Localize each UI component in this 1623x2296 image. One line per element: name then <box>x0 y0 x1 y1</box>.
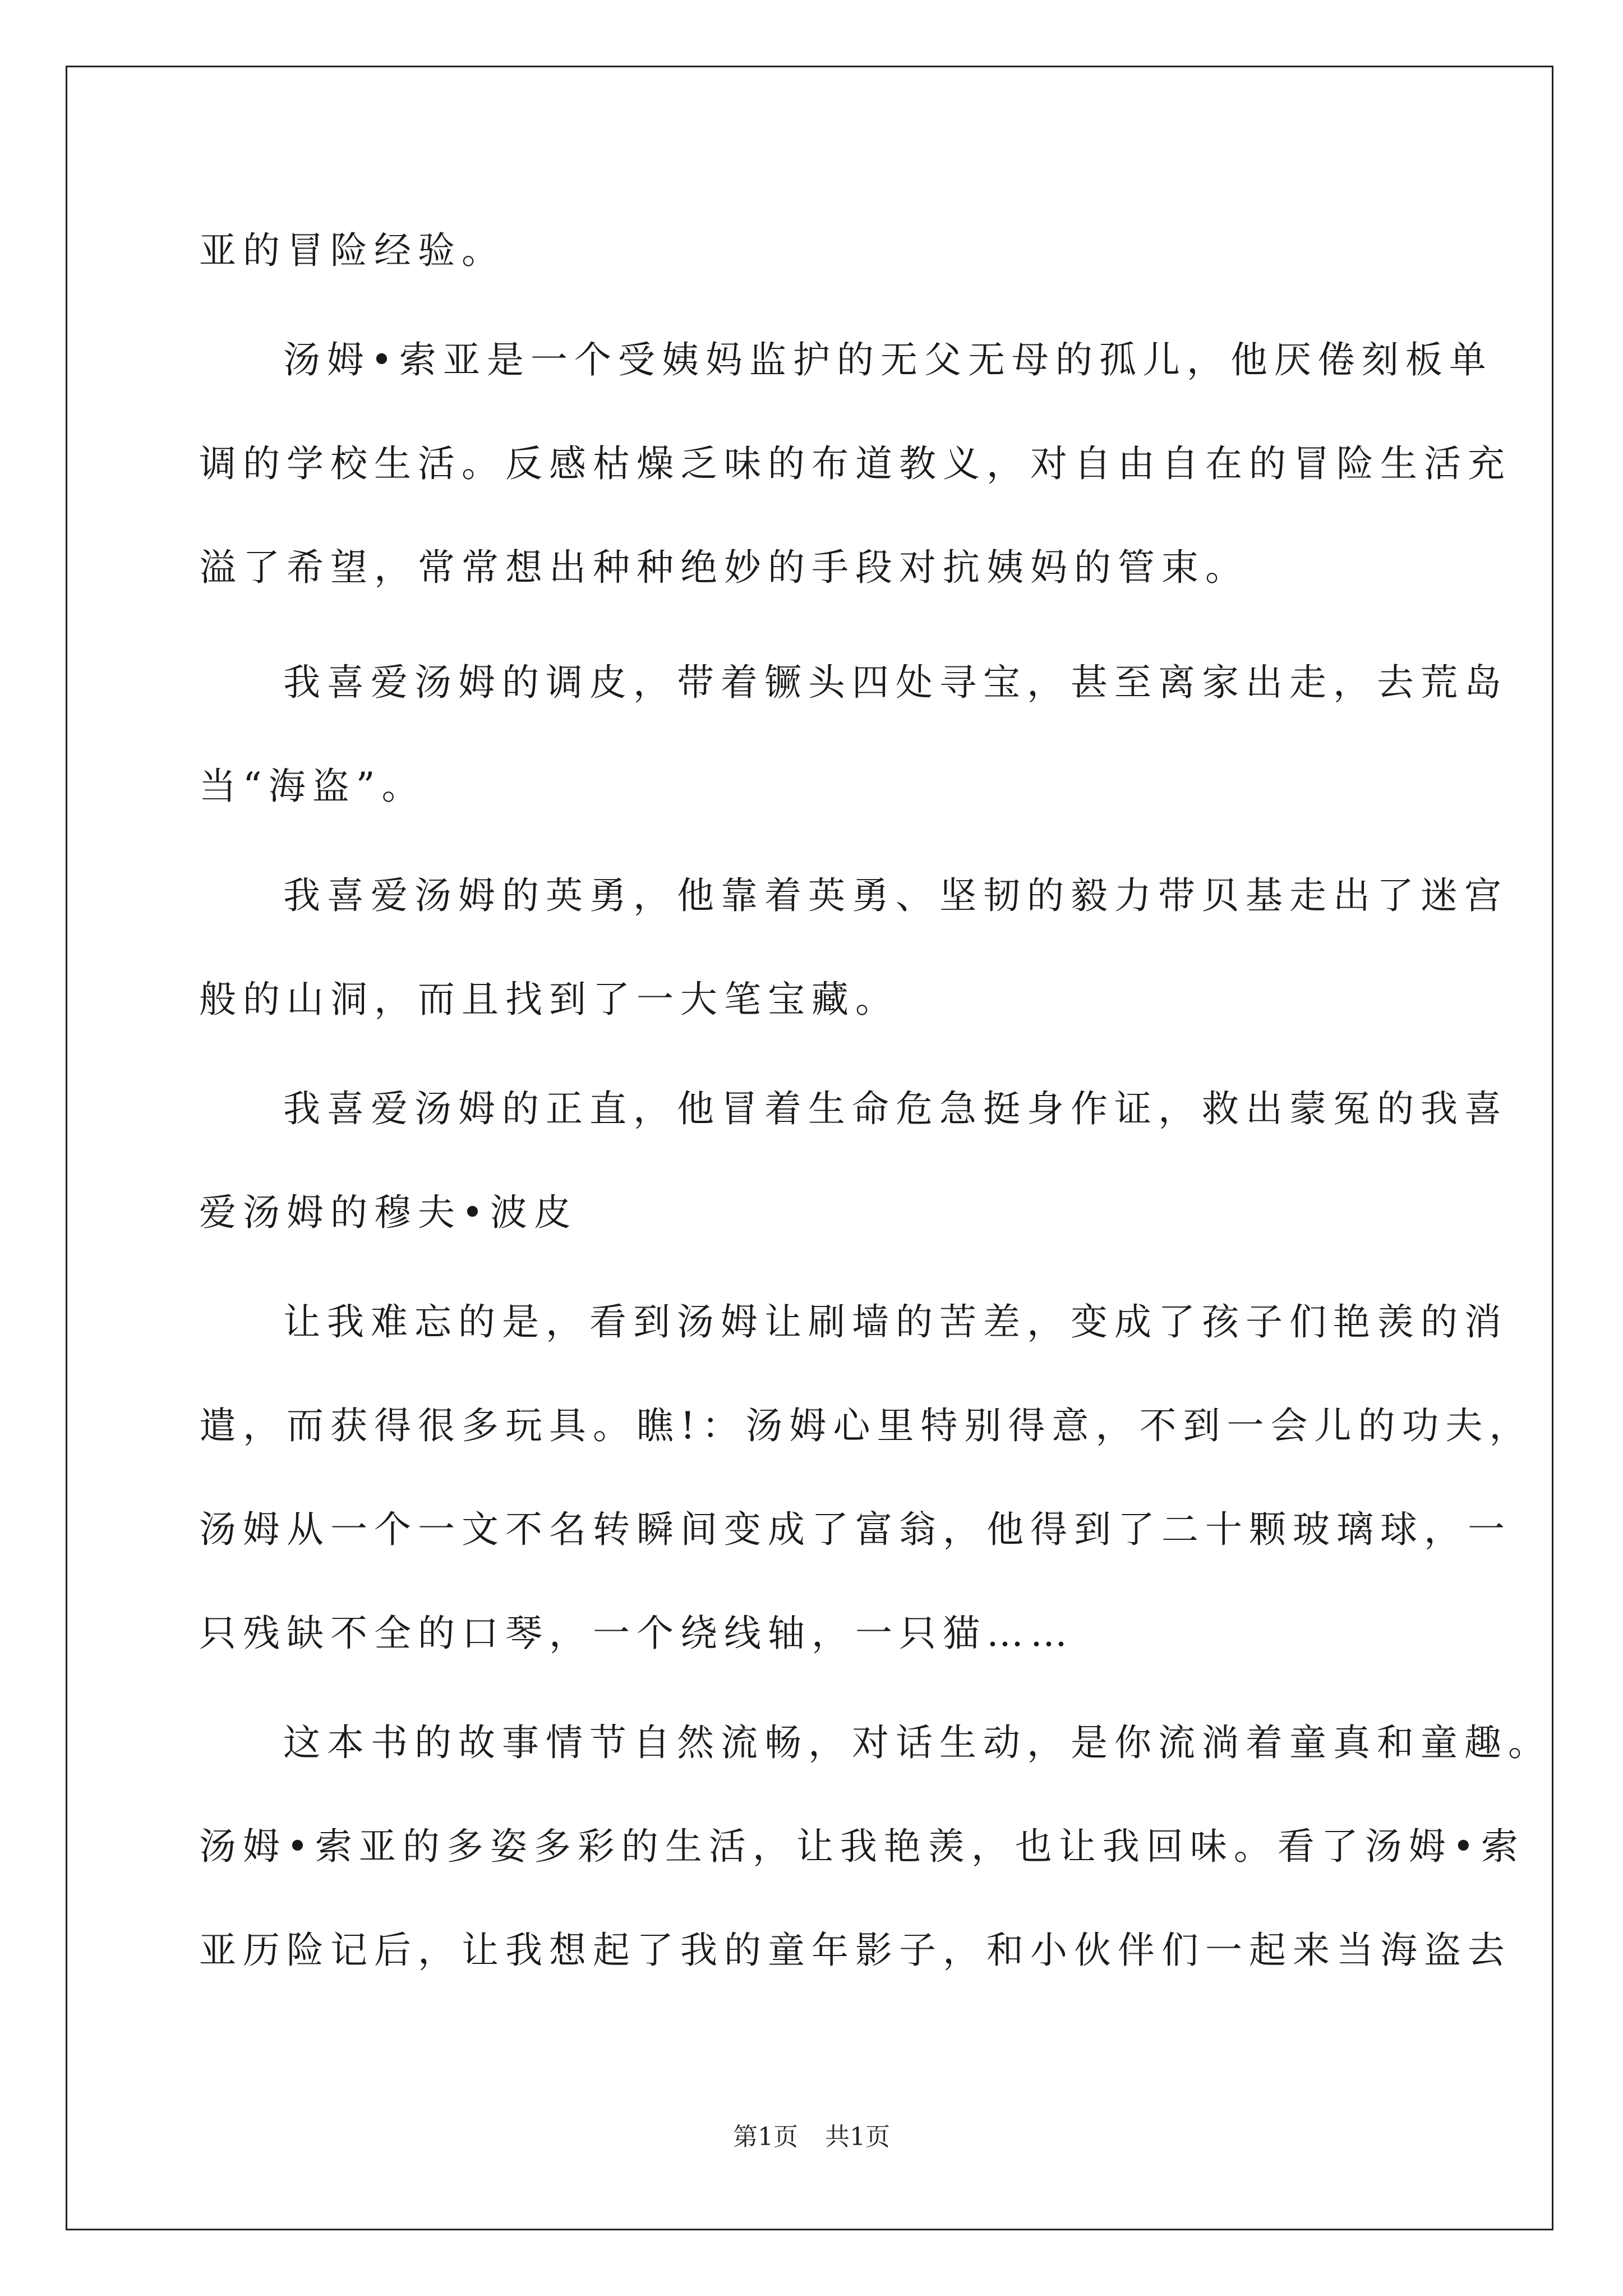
text-line: 亚的冒险经验。 <box>199 229 505 272</box>
text-line: 遣，而获得很多玩具。瞧!：汤姆心里特别得意，不到一会儿的功夫， <box>199 1404 1533 1447</box>
text-line: 我喜爱汤姆的英勇，他靠着英勇、坚韧的毅力带贝基走出了迷宫 <box>283 874 1508 917</box>
text-line: 汤姆•索亚的多姿多彩的生活，让我艳羡，也让我回味。看了汤姆•索 <box>199 1825 1525 1868</box>
text-line: 我喜爱汤姆的调皮，带着镢头四处寻宝，甚至离家出走，去荒岛 <box>283 661 1508 704</box>
text-line: 亚历险记后，让我想起了我的童年影子，和小伙伴们一起来当海盗去 <box>199 1929 1511 1972</box>
page-footer <box>0 2120 1623 2154</box>
text-line: 爱汤姆的穆夫•波皮 <box>199 1191 578 1234</box>
text-line: 般的山洞，而且找到了一大笔宝藏。 <box>199 978 899 1021</box>
text-line: 溢了希望，常常想出种种绝妙的手段对抗姨妈的管束。 <box>199 546 1249 589</box>
text-line: 这本书的故事情节自然流畅，对话生动，是你流淌着童真和童趣。 <box>283 1721 1552 1764</box>
text-line: 我喜爱汤姆的正直，他冒着生命危急挺身作证，救出蒙冤的我喜 <box>283 1087 1508 1130</box>
page-total: 共1页 <box>825 2123 890 2151</box>
text-line: 汤姆从一个一文不名转瞬间变成了富翁，他得到了二十颗玻璃球，一 <box>199 1508 1511 1551</box>
text-line: 汤姆•索亚是一个受姨妈监护的无父无母的孤儿，他厌倦刻板单 <box>283 338 1493 381</box>
text-line: 当“海盗”。 <box>199 765 426 808</box>
text-line: 让我难忘的是，看到汤姆让刷墙的苦差，变成了孩子们艳羡的消 <box>283 1300 1508 1343</box>
text-line: 调的学校生活。反感枯燥乏味的布道教义，对自由自在的冒险生活充 <box>199 442 1511 485</box>
page-number: 第1页 <box>733 2123 798 2151</box>
text-line: 只残缺不全的口琴，一个绕线轴，一只猫…… <box>199 1612 1074 1655</box>
